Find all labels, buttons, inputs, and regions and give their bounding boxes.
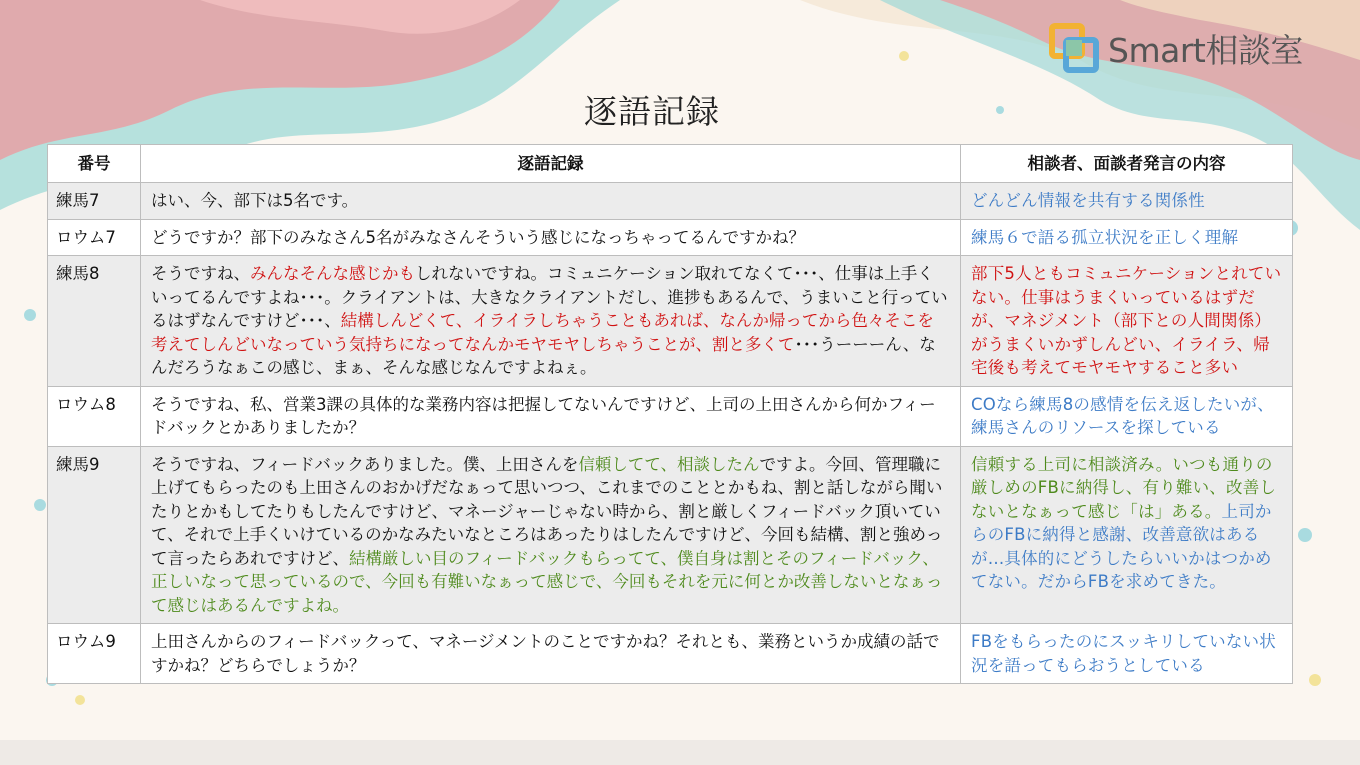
table-row [48,219,1293,256]
transcript-cell [141,219,961,256]
note-segment: COなら練馬8の感情を伝え返したいが、練馬さんのリソースを探している [971,394,1274,437]
brand-logo [1048,20,1303,76]
transcript-segment: 結構厳しい目のフィードバックもらってて、僕自身は割とそのフィードバック、正しいなって思っているので、今回も有難いなぁって感じで、今回もそれを元に何とか改善しないとなぁって感じはあるんですよね。 [151,548,943,615]
transcript-table [47,144,1293,684]
content-note-cell [961,386,1293,446]
table-row [48,183,1293,220]
note-segment: FBをもらったのにスッキリしていない状況を語ってもらおうとしている [971,632,1276,675]
brand-mark-icon [1048,22,1100,74]
transcript-cell [141,183,961,220]
note-segment: 信頼する上司に相談済み。いつも通りの厳しめのFBに納得し、有り難い、改善しないとなぁって感じ「は」ある。 [971,454,1277,521]
transcript-cell [141,446,961,624]
row-number: ロウム8 [48,386,141,446]
transcript-segment: しれないですね。コミュニケーション取れてなくて･･･、仕事は上手くいってるんですよね･･･。クライアントは、大きなクライアントだし、進捗もあるんで、うまいこと行っているはずなんですけど･･･、 [151,264,948,330]
note-segment: 練馬６で語る孤立状況を正しく理解 [971,227,1239,247]
table-header-row [48,145,1293,183]
transcript-cell [141,386,961,446]
row-number: ロウム7 [48,219,141,256]
transcript-segment: はい、今、部下は5名です。 [151,191,359,210]
note-segment: どんどん情報を共有する関係性 [971,191,1205,210]
transcript-segment: そうですね、 [151,264,250,283]
transcript-segment: みんなそんな感じかも [250,264,415,283]
transcript-segment: ですよ。今回、管理職に上げてもらったのも上田さんのおかげだなぁって思いつつ、これまでのこととかもね、割と話しながら聞いたりとかもしてたりもしたんですけど、マネージャーじゃない時から、割と厳しくフィードバック頂いていて、それで上手くいけているのかなみたいなところはあったりはしたんですけど、今回も結構、割と強めって言ったらあれですけど、 [151,454,943,568]
content-note-cell [961,183,1293,220]
note-segment: 部下5人ともコミュニケーションとれていない。仕事はうまくいっているはずだが、マネジメント（部下との人間関係）がうまくいかずしんどい、イライラ、帰宅後も考えてモヤモヤすること多い [971,264,1282,377]
table-row [48,256,1293,387]
transcript-segment: 上田さんからのフィードバックって、マネージメントのことですかね？それとも、業務というか成績の話ですかね？どちらでしょうか？ [151,632,940,675]
row-number: 練馬8 [48,256,141,387]
content-note-cell [961,219,1293,256]
transcript-cell [141,256,961,387]
header-content: 相談者、面談者発言の内容 [961,145,1293,183]
transcript-segment: そうですね、フィードバックありました。僕、上田さんを [151,454,579,474]
table-row [48,446,1293,624]
brand-name: Smart相談室 [1108,30,1303,70]
header-transcript: 逐語記録 [141,145,961,183]
row-number: 練馬7 [48,183,141,220]
page-title: 逐語記録 [584,92,720,131]
transcript-segment: 信頼してて、相談したん [578,454,760,474]
transcript-segment: 結構しんどくて、イライラしちゃうこともあれば、なんか帰ってから色々そこを考えてしんどいなっていう気持ちになってなんかモヤモヤしちゃうことが、割と多くて [151,311,934,354]
header-number: 番号 [48,145,141,183]
transcript-segment: ･･･うーーーん、なんだろうなぁこの感じ、まぁ、そんな感じなんですよねぇ。 [151,334,936,377]
table-row [48,624,1293,684]
content-note-cell [961,256,1293,387]
transcript-cell [141,624,961,684]
note-segment: 上司からのFBに納得と感謝、改善意欲はあるが…具体的にどうしたらいいかはつかめてない。だからFBを求めてきた。 [971,501,1272,591]
row-number: ロウム9 [48,624,141,684]
table-row [48,386,1293,446]
transcript-segment: どうですか？部下のみなさん5名がみなさんそういう感じになっちゃってるんですかね？ [151,227,805,247]
content-note-cell [961,624,1293,684]
content-note-cell [961,446,1293,624]
transcript-segment: そうですね、私、営業3課の具体的な業務内容は把握してないんですけど、上司の上田さんから何かフィードバックとかありましたか？ [151,394,936,437]
row-number: 練馬9 [48,446,141,624]
